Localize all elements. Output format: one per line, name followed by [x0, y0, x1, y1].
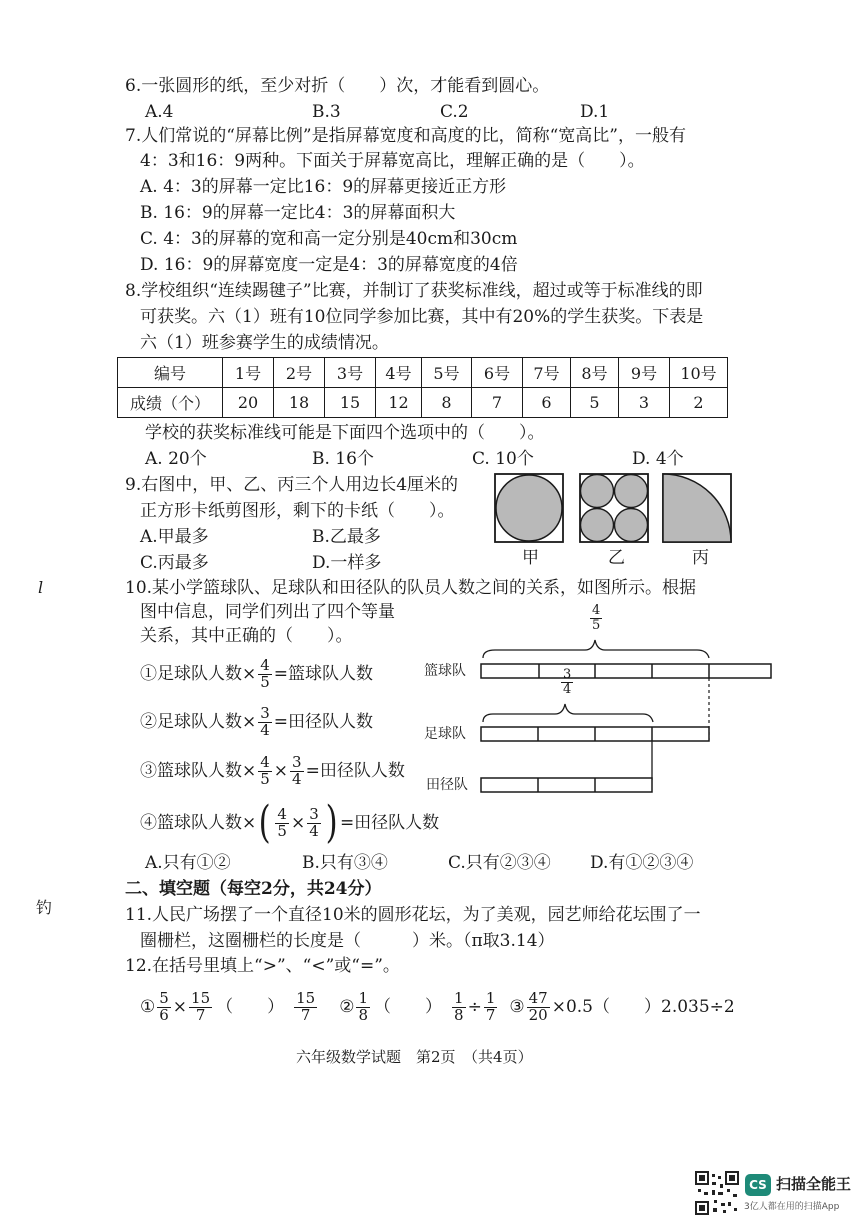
q10-stem-line1: 10.某小学篮球队、足球队和田径队的队员人数之间的关系，如图所示。根据: [125, 578, 697, 598]
item3-tail: ×0.5（ ）2.035÷2: [551, 996, 735, 1017]
q6-option-a: A.4: [145, 102, 174, 122]
q8-stem-line3: 六（1）班参赛学生的成绩情况。: [140, 333, 389, 353]
scanner-name: 扫描全能王: [776, 1175, 852, 1193]
q10-equation-1: [140, 654, 373, 694]
page-footer: 六年级数学试题 第2页 （共4页）: [296, 1048, 533, 1066]
bar-label-basketball: 篮球队: [424, 663, 466, 679]
fraction-four-fifths: $\frac{4}{5}$: [260, 752, 270, 788]
table-cell: 18: [274, 388, 325, 418]
qr-code-icon: [694, 1170, 740, 1216]
q6-option-d: D.1: [580, 102, 610, 122]
table-cell: 9号: [619, 358, 670, 388]
q11-stem-line2: 圈栅栏，这圈栅栏的长度是（ ）米。（π取3.14）: [140, 931, 555, 951]
q10-stem-line3: 关系，其中正确的（ ）。: [140, 626, 353, 646]
q8-stem-line2: 可获奖。六（1）班有10位同学参加比赛，其中有20%的学生获奖。下表是: [140, 307, 704, 327]
q7-option-c: C. 4：3的屏幕的宽和高一定分别是40cm和30cm: [140, 229, 518, 249]
q8-option-c: C. 10个: [472, 449, 534, 469]
q10-option-a: A.只有①②: [145, 853, 231, 873]
figure-bing-shape: [663, 474, 731, 542]
fraction-three-fourths: $\frac{3}{4}$: [309, 804, 319, 840]
bar-label-soccer: 足球队: [424, 726, 466, 742]
q8-option-b: B. 16个: [312, 449, 374, 469]
margin-mark: 钓: [36, 898, 53, 917]
score-table: [117, 357, 728, 418]
margin-mark: l: [38, 578, 44, 597]
q8-option-a: A. 20个: [145, 449, 207, 469]
table-row: [118, 388, 728, 418]
right-paren: ): [325, 797, 338, 848]
fraction-one-eighth: $\frac{1}{8}$: [454, 988, 464, 1024]
fraction-three-fourths: $\frac{3}{4}$: [260, 703, 270, 739]
q8-question: 学校的获奖标准线可能是下面四个选项中的（ ）。: [145, 423, 545, 443]
table-cell: 7: [472, 388, 523, 418]
table-cell: 6: [523, 388, 571, 418]
table-cell: 5: [571, 388, 619, 418]
q10-bar-diagram: [475, 620, 775, 800]
bar-track: [481, 778, 652, 792]
figure-label-bing: 丙: [692, 548, 709, 568]
table-cell: 7号: [523, 358, 571, 388]
q7-stem-line1: 7.人们常说的“屏幕比例”是指屏幕宽度和高度的比，简称“宽高比”，一般有: [125, 126, 686, 146]
left-paren: (: [258, 797, 271, 848]
q9-stem-line2: 正方形卡纸剪图形，剩下的卡纸（ ）。: [140, 501, 455, 521]
q8-option-d: D. 4个: [632, 449, 684, 469]
table-cell: 10号: [670, 358, 728, 388]
table-row: [118, 358, 728, 388]
item-mark: ①: [140, 996, 156, 1017]
equation-text: =田径队人数: [305, 760, 405, 781]
divide-sign: ÷: [467, 996, 482, 1017]
q9-option-d: D.一样多: [312, 553, 382, 573]
table-header-score: 成绩（个）: [118, 388, 223, 418]
answer-blank[interactable]: （ ）: [374, 996, 443, 1017]
figure-yi-shape: [580, 474, 648, 542]
q7-option-a: A. 4：3的屏幕一定比16：9的屏幕更接近正方形: [140, 177, 507, 197]
q7-stem-line2: 4：3和16：9两种。下面关于屏幕宽高比，理解正确的是（ ）。: [140, 151, 645, 171]
q10-option-c: C.只有②③④: [448, 853, 551, 873]
q7-option-d: D. 16：9的屏幕宽度一定是4：3的屏幕宽度的4倍: [140, 255, 518, 275]
equation-text: =田径队人数: [273, 711, 374, 732]
q8-stem-line1: 8.学校组织“连续踢毽子”比赛，并制订了获奖标准线，超过或等于标准线的即: [125, 281, 703, 301]
fraction-fifteen-sevenths: $\frac{15}{7}$: [191, 988, 211, 1024]
brace-label-four-fifths: $\frac{4}{5}$: [592, 603, 601, 633]
figure-jia-shape: [495, 474, 563, 542]
table-cell: 3号: [325, 358, 376, 388]
brace-four-fifths: [483, 640, 709, 658]
fraction-fifteen-sevenths: $\frac{15}{7}$: [296, 988, 316, 1024]
q10-option-b: B.只有③④: [302, 853, 388, 873]
q10-equation-3: [140, 751, 405, 791]
fraction-forty-seven-twentieths: $\frac{47}{20}$: [528, 988, 548, 1024]
section-title: 二、填空题（每空2分，共24分）: [125, 879, 382, 899]
q10-equation-2: [140, 702, 373, 742]
fraction-one-eighth: $\frac{1}{8}$: [358, 988, 369, 1024]
table-cell: 2: [670, 388, 728, 418]
q9-option-a: A.甲最多: [140, 527, 209, 547]
table-cell: 3: [619, 388, 670, 418]
q12-items: [140, 987, 735, 1027]
equation-text: ②足球队人数×: [140, 711, 257, 732]
table-cell: 8: [422, 388, 472, 418]
table-cell: 8号: [571, 358, 619, 388]
table-cell: 5号: [422, 358, 472, 388]
times-sign: ×: [172, 996, 188, 1017]
fraction-five-sixths: $\frac{5}{6}$: [159, 988, 169, 1024]
figure-label-yi: 乙: [608, 548, 625, 568]
times-sign: ×: [290, 812, 306, 833]
answer-blank[interactable]: （ ）: [216, 996, 285, 1017]
table-cell: 6号: [472, 358, 523, 388]
table-cell: 15: [325, 388, 376, 418]
q10-stem-line2: 图中信息，同学们列出了四个等量: [140, 602, 395, 622]
table-cell: 4号: [376, 358, 422, 388]
brace-label-three-fourths: $\frac{3}{4}$: [563, 667, 572, 697]
item-mark: ②: [339, 996, 355, 1017]
q7-option-b: B. 16：9的屏幕一定比4：3的屏幕面积大: [140, 203, 456, 223]
q9-figure: [490, 470, 740, 550]
q10-option-d: D.有①②③④: [590, 853, 694, 873]
equation-text: ③篮球队人数×: [140, 760, 257, 781]
q9-stem-line1: 9.右图中，甲、乙、丙三个人用边长4厘米的: [125, 475, 459, 495]
scanner-tagline: 3亿人都在用的扫描App: [744, 1202, 840, 1212]
q6-option-c: C.2: [440, 102, 469, 122]
q12-stem: 12.在括号里填上“>”、“<”或“=”。: [125, 956, 400, 976]
fraction-one-seventh: $\frac{1}{7}$: [485, 988, 496, 1024]
equation-text: ①足球队人数×: [140, 663, 257, 684]
q10-equation-4: [140, 797, 440, 848]
table-cell: 2号: [274, 358, 325, 388]
table-cell: 12: [376, 388, 422, 418]
scanner-logo-icon: CS: [745, 1174, 771, 1196]
table-cell: 20: [223, 388, 274, 418]
fraction-four-fifths: $\frac{4}{5}$: [260, 655, 270, 691]
fraction-four-fifths: $\frac{4}{5}$: [277, 804, 287, 840]
table-cell: 1号: [223, 358, 274, 388]
q11-stem-line1: 11.人民广场摆了一个直径10米的圆形花坛，为了美观，园艺师给花坛围了一: [125, 905, 701, 925]
figure-label-jia: 甲: [522, 548, 539, 568]
equation-text: ④篮球队人数×: [140, 812, 257, 833]
equation-text: =篮球队人数: [273, 663, 374, 684]
bar-basketball: [481, 664, 771, 678]
q6-option-b: B.3: [312, 102, 341, 122]
times-sign: ×: [273, 760, 289, 781]
q6-stem: 6.一张圆形的纸，至少对折（ ）次，才能看到圆心。: [125, 76, 550, 96]
fraction-three-fourths: $\frac{3}{4}$: [292, 752, 302, 788]
q9-option-b: B.乙最多: [312, 527, 381, 547]
bar-label-track: 田径队: [426, 777, 468, 793]
brace-three-fourths: [483, 704, 653, 722]
item-mark: ③: [509, 996, 525, 1017]
q9-option-c: C.丙最多: [140, 553, 209, 573]
equation-text: =田径队人数: [339, 812, 440, 833]
table-header-id: 编号: [118, 358, 223, 388]
